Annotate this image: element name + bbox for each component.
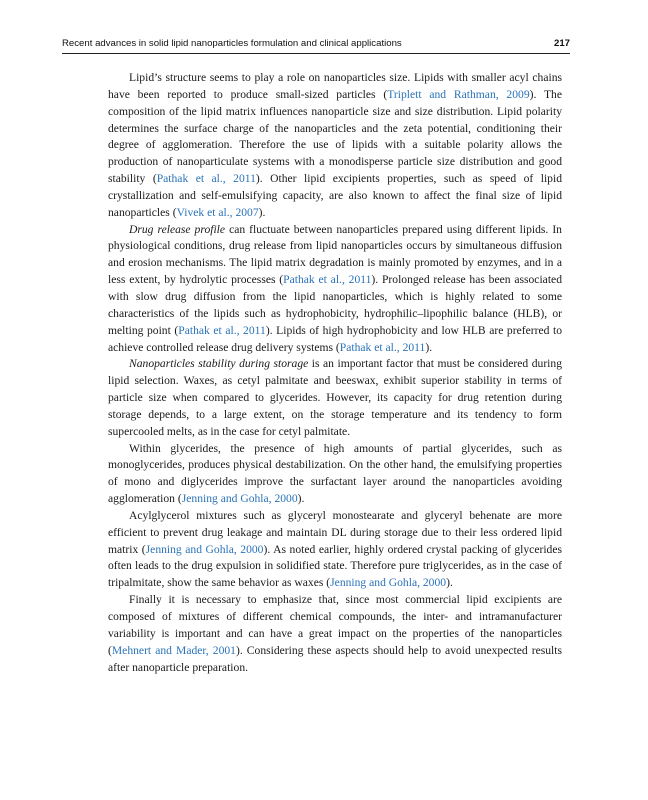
header-rule	[62, 53, 570, 54]
citation-link[interactable]: Mehnert and Mader, 2001	[111, 643, 236, 657]
paragraph	[108, 508, 562, 592]
paragraph-text: is an important factor that must be considered during lipid selection. Waxes, as cetyl palmitate and beeswax, exhibit superior stability in terms of particle size when compared to glycerides. However, its capacity for drug retention during storage depends, to a large extent, on the storage temperature and its tendency to form supercooled melts, as in the case for cetyl palmitate.	[108, 357, 562, 438]
citation-link[interactable]: Pathak et al., 2011	[283, 273, 372, 287]
italic-term: Drug release profile	[129, 222, 226, 236]
running-head-title: Recent advances in solid lipid nanoparticles formulation and clinical applications	[62, 38, 402, 49]
paragraph-text: ). Other lipid excipients properties, such as speed of lipid crystallization and self-emulsifying capacity, are also known to affect the final size of lipid nanoparticles (	[108, 172, 562, 219]
paragraph-text: Within glycerides, the presence of high amounts of partial glycerides, such as monoglycerides, produces physical destabilization. On the other hand, the emulsifying properties of mono and diglycerides improve the surfactant layer around the nanoparticles avoiding agglomeration (	[108, 441, 562, 506]
page-number: 217	[553, 38, 570, 49]
paragraph	[108, 592, 562, 676]
paragraph-text: ). Lipids of high hydrophobicity and low HLB are preferred to achieve controlled release drug delivery systems (	[108, 323, 562, 354]
citation-link[interactable]: Jenning and Gohla, 2000	[330, 576, 447, 590]
paragraph	[108, 222, 562, 357]
paragraph-text: ). Prolonged release has been associated with slow drug diffusion from the lipid nanoparticles, which is highly related to some characteristics of the lipids such as hydrophobicity, hydrophilic–lipophilic balance (HLB), or melting point (	[108, 273, 562, 337]
citation-link[interactable]: Pathak et al., 2011	[156, 172, 256, 186]
citation-link[interactable]: Vivek et al., 2007	[176, 205, 259, 219]
citation-link[interactable]: Jenning and Gohla, 2000	[145, 542, 264, 556]
paragraph-text: ).	[258, 205, 266, 219]
paragraph	[108, 70, 562, 222]
paragraph-text: ).	[446, 576, 453, 590]
paragraph-text: ). As noted earlier, highly ordered crystal packing of glycerides often leads to the drug expulsion in solidified state. Therefore pure triglycerides, as in the case of tripalmitate, show the same behavior as waxes (	[108, 542, 562, 590]
citation-link[interactable]: Pathak et al., 2011	[178, 323, 266, 337]
paragraph-text: ). The composition of the lipid matrix influences nanoparticle size and size distribution. Lipid polarity determines the surface charge of the nanoparticles and the zeta potential, conditioning their degree of agglomeration. Therefore the use of lipids with a suitable polarity allows the production of nanoparticulate systems with a monodisperse particle size distribution and good stability (	[108, 87, 562, 186]
paragraph-text: Acylglycerol mixtures such as glyceryl monostearate and glyceryl behenate are more efficient to prevent drug leakage and maintain DL during storage due to their less ordered lipid matrix (	[108, 508, 562, 556]
paragraph-text: ).	[297, 492, 305, 506]
paragraph-text: can fluctuate between nanoparticles prepared using different lipids. In physiological conditions, drug release from lipid nanoparticles occurs by simultaneous diffusion and erosion mechanisms. The lipid matrix degradation is mainly promoted by enzymes, and in a less extent, by hydrolytic processes (	[108, 222, 562, 287]
body-text	[108, 70, 562, 676]
citation-link[interactable]: Pathak et al., 2011	[339, 340, 426, 354]
paragraph	[108, 356, 562, 440]
paragraph-text: ). Considering these aspects should help to avoid unexpected results after nanoparticle preparation.	[108, 643, 562, 674]
italic-term: Nanoparticles stability during storage	[129, 357, 309, 371]
citation-link[interactable]: Triplett and Rathman, 2009	[387, 87, 530, 101]
citation-link[interactable]: Jenning and Gohla, 2000	[181, 492, 298, 506]
paragraph-text: Finally it is necessary to emphasize that, since most commercial lipid excipients are composed of mixtures of different chemical compounds, the inter- and intramanufacturer variability is important and can have a great impact on the properties of the nanoparticles (	[108, 593, 562, 657]
paragraph-text: Lipid’s structure seems to play a role on nanoparticles size. Lipids with smaller acyl chains have been reported to produce small-sized particles (	[108, 71, 562, 101]
paragraph	[108, 441, 562, 508]
paragraph-text: ).	[425, 340, 433, 354]
